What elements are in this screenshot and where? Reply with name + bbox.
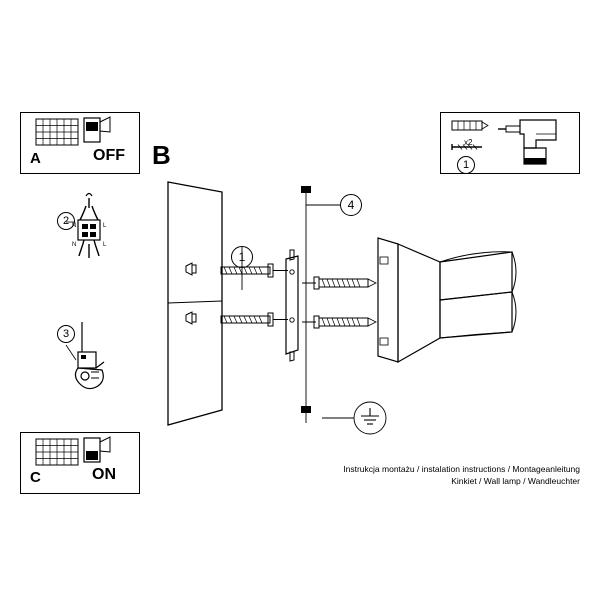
panel-a-letter: A xyxy=(30,150,41,167)
wall-plug-upper xyxy=(186,263,196,275)
wall-screw-upper xyxy=(221,264,288,277)
callout-step-1: 1 xyxy=(231,246,253,268)
tools-quantity-label: x2 xyxy=(464,138,473,147)
terminal-block-icon xyxy=(72,194,107,259)
svg-text:N: N xyxy=(72,242,77,248)
body-screw-lower xyxy=(302,316,376,328)
panel-c-letter: C xyxy=(30,469,41,486)
wall-plug-lower xyxy=(186,312,196,324)
panel-c-state-label: ON xyxy=(92,466,116,483)
switch-off-icon xyxy=(36,117,110,145)
leader-step-3 xyxy=(66,345,76,360)
footer-line-2: Kinkiet / Wall lamp / Wandleuchter xyxy=(451,476,580,486)
lamp-body xyxy=(378,238,516,362)
drill-icon xyxy=(498,120,556,164)
wall-screw-lower xyxy=(221,313,288,326)
callout-step-2: 2 xyxy=(57,212,75,230)
cable-clamp-icon xyxy=(75,322,104,389)
callout-step-4: 4 xyxy=(340,194,362,216)
body-screw-upper xyxy=(302,277,376,289)
earth-ground-symbol xyxy=(322,402,386,434)
svg-text:L: L xyxy=(103,223,107,229)
footer-line-1: Instrukcja montażu / instalation instructions / Montageanleitung xyxy=(343,464,580,474)
switch-on-icon xyxy=(36,437,110,465)
fastener-mark-bottom xyxy=(301,406,311,413)
wall-plug-icon xyxy=(452,121,488,130)
callout-tools-1: 1 xyxy=(457,156,475,174)
callout-step-3: 3 xyxy=(57,325,75,343)
screw-icon xyxy=(452,144,482,150)
panel-b-letter: B xyxy=(152,140,172,170)
mounting-bracket xyxy=(286,250,298,361)
panel-a-state-label: OFF xyxy=(93,147,125,164)
fastener-mark-top xyxy=(301,186,311,193)
svg-text:N: N xyxy=(72,223,77,229)
svg-text:L: L xyxy=(103,242,107,248)
wall-surface xyxy=(168,182,222,425)
